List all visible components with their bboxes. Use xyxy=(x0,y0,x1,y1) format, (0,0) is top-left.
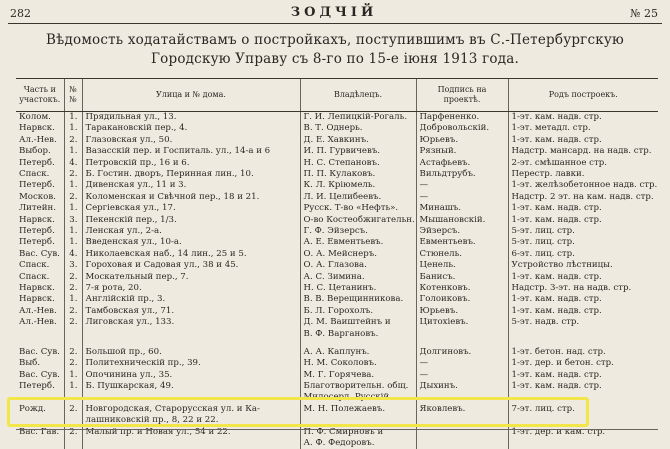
cell-part xyxy=(16,438,64,449)
cell-kind: 1-эт. дер. и кам. стр. xyxy=(508,427,658,438)
col-header-part: Часть и участокъ. xyxy=(16,79,64,112)
cell-sign: Ценель. xyxy=(416,260,508,271)
cell-sign: Минашъ. xyxy=(416,203,508,214)
table-row xyxy=(16,203,658,214)
cell-num: 2. xyxy=(64,358,82,369)
cell-street: Петровскій пр., 16 и 6. xyxy=(82,158,300,169)
table-row xyxy=(16,180,658,191)
cell-sign: — xyxy=(416,370,508,381)
cell-owner: К. Л. Кріюмель. xyxy=(300,180,416,191)
cell-owner: Б. Л. Горохолъ. xyxy=(300,306,416,317)
cell-part: Литейн. xyxy=(19,203,56,214)
col-header-kind: Родъ построекъ. xyxy=(508,79,658,112)
cell-num: 2. xyxy=(64,283,82,294)
cell-sign: Банисъ. xyxy=(416,271,508,282)
col-header-owner: Владѣлецъ. xyxy=(300,79,416,112)
cell-owner: Благотворительн. общ. xyxy=(300,381,416,392)
cell-sign: — xyxy=(416,358,508,369)
cell-kind: 5-эт. лиц. стр. xyxy=(508,237,658,248)
cell-sign xyxy=(416,438,508,449)
cell-part: Вас. Сув. xyxy=(19,248,60,259)
cell-kind: Перестр. лавки. xyxy=(508,169,658,180)
cell-owner: А. Е. Евментьевъ. xyxy=(300,237,416,248)
cell-num xyxy=(64,328,82,339)
cell-kind: 1-эт. дер. и бетон. стр. xyxy=(508,358,658,369)
cell-street: Сергіевская ул., 17. xyxy=(82,203,300,214)
cell-owner: Н. С. Степановъ. xyxy=(300,158,416,169)
cell-owner: Г. И. Лепицкій-Рогаль. xyxy=(300,112,416,124)
cell-num: 3. xyxy=(64,215,82,226)
cell-kind: 2-эт. смѣшанное стр. xyxy=(508,158,658,169)
cell-kind: 1-эт. бетон. над. стр. xyxy=(508,347,658,358)
cell-part xyxy=(16,328,64,339)
cell-sign: Яковлевъ. xyxy=(416,404,508,415)
cell-street: Опочинина ул., 35. xyxy=(82,370,300,381)
cell-part: Петерб. xyxy=(19,157,55,168)
cell-num xyxy=(64,340,82,347)
cell-num: 1. xyxy=(64,203,82,214)
page-number: 282 xyxy=(10,7,31,20)
table-row xyxy=(16,381,658,392)
cell-num: 2. xyxy=(64,192,82,203)
cell-sign: Цитохіевъ. xyxy=(416,317,508,328)
table-row xyxy=(16,135,658,146)
cell-part: Спаск. xyxy=(19,271,50,282)
cell-sign: Юрьевъ. xyxy=(416,306,508,317)
register-table xyxy=(16,78,658,449)
cell-street: Глазовская ул., 50. xyxy=(82,135,300,146)
cell-num: 2. xyxy=(64,317,82,328)
cell-num: 2. xyxy=(64,169,82,180)
cell-num: 1. xyxy=(64,123,82,134)
table-row xyxy=(16,260,658,271)
cell-street: Политехническій пр., 39. xyxy=(82,358,300,369)
cell-part: Спаск. xyxy=(19,260,50,271)
cell-owner: Милосерд. Русскій xyxy=(300,392,416,403)
cell-kind: 7-эт. лиц. стр. xyxy=(508,404,658,415)
cell-part: Ал.-Нев. xyxy=(19,317,57,328)
table-row xyxy=(16,123,658,134)
cell-kind: 1-эт. кам. надв. стр. xyxy=(508,381,658,392)
cell-kind: 6-эт. лиц. стр. xyxy=(508,249,658,260)
highlight-box xyxy=(7,397,589,427)
cell-num: 3. xyxy=(64,260,82,271)
cell-owner: Д. М. Ваиштейнъ и xyxy=(300,317,416,328)
cell-sign: Долгиновъ. xyxy=(416,347,508,358)
cell-num: 1. xyxy=(64,237,82,248)
table-row xyxy=(16,271,658,282)
table-row xyxy=(16,317,658,328)
cell-street: Гороховая и Садовая ул., 38 и 45. xyxy=(82,260,300,271)
cell-kind: 1-эт. кам. надв. стр. xyxy=(508,215,658,226)
cell-part: Петерб. xyxy=(19,180,55,191)
cell-owner: Г. Ф. Эйзерсъ. xyxy=(300,226,416,237)
cell-num: 1. xyxy=(64,146,82,157)
table-row xyxy=(16,306,658,317)
cell-sign xyxy=(416,340,508,347)
cell-kind: Устройство лѣстницы. xyxy=(508,260,658,271)
cell-street: Москательный пер., 7. xyxy=(82,271,300,282)
cell-street: Коломенская и Свѣчной пер., 18 и 21. xyxy=(82,192,300,203)
cell-sign: Мышановскій. xyxy=(416,215,508,226)
cell-sign: Рязный. xyxy=(416,146,508,157)
cell-sign: Добровольскій. xyxy=(416,123,508,134)
cell-owner: М. Г. Горячева. xyxy=(300,370,416,381)
journal-title: ЗОДЧІЙ xyxy=(290,5,378,20)
cell-sign: Эйзерсъ. xyxy=(416,226,508,237)
cell-owner: Д. Е. Хавкинъ. xyxy=(300,135,416,146)
cell-street xyxy=(82,328,300,339)
cell-part: Нарвск. xyxy=(19,294,55,305)
table-row xyxy=(16,169,658,180)
title-line-1: Вѣдомость ходатайствамъ о постройкахъ, поступившимъ въ С.-Петербургскую xyxy=(46,32,624,48)
cell-sign: — xyxy=(416,180,508,191)
cell-street: Ленская ул., 2-а. xyxy=(82,226,300,237)
table-row xyxy=(16,249,658,260)
table-row xyxy=(16,146,658,157)
cell-num: 1. xyxy=(64,381,82,392)
cell-owner: А. С. Зимина. xyxy=(300,271,416,282)
table-row xyxy=(16,340,658,347)
cell-street: 7-я рота, 20. xyxy=(82,283,300,294)
cell-num: 2. xyxy=(64,135,82,146)
cell-kind xyxy=(508,340,658,347)
cell-kind: 1-эт. метадл. стр. xyxy=(508,123,658,134)
cell-part: Выб. xyxy=(19,358,41,369)
cell-street: Тамбовская ул., 71. xyxy=(82,306,300,317)
cell-owner xyxy=(300,340,416,347)
cell-owner: М. Н. Полежаевъ. xyxy=(300,404,416,415)
cell-owner: О. А. Мейснеръ. xyxy=(300,249,416,260)
table-row xyxy=(16,215,658,226)
cell-owner: В. В. Верещинникова. xyxy=(300,294,416,305)
table-row xyxy=(16,358,658,369)
cell-kind: 1-эт. кам. надв. стр. xyxy=(508,203,658,214)
document-title xyxy=(10,31,660,69)
cell-sign: Евментьевъ. xyxy=(416,237,508,248)
cell-num: 2. xyxy=(64,347,82,358)
cell-num: 2. xyxy=(64,427,82,438)
cell-kind: Надстр. 2 эт. на кам. надв. стр. xyxy=(508,192,658,203)
cell-part: Вас. Сув. xyxy=(19,369,60,380)
cell-owner: О-во Костеобжигательн. xyxy=(300,215,416,226)
cell-sign: Голоиковъ. xyxy=(416,294,508,305)
cell-kind: Надстр. мансард. на надв. стр. xyxy=(508,146,658,157)
cell-street: Б. Пушкарская, 49. xyxy=(82,381,300,392)
cell-part: Вас. Гав. xyxy=(19,426,60,437)
cell-street: Таракановскій пер., 4. xyxy=(82,123,300,134)
cell-owner: П. П. Кулаковъ. xyxy=(300,169,416,180)
cell-kind: 1-эт. желѣзобетонное надв. стр. xyxy=(508,180,658,191)
cell-part: Москов. xyxy=(19,191,56,202)
cell-kind: 1-эт. кам. надв. стр. xyxy=(508,135,658,146)
cell-sign: Парфененко. xyxy=(416,112,508,124)
cell-part: Петерб. xyxy=(19,237,55,248)
cell-street: Дивенская ул., 11 и 3. xyxy=(82,180,300,191)
cell-num: 2. xyxy=(64,404,82,415)
cell-owner: В. Т. Однерь. xyxy=(300,123,416,134)
cell-kind: 1-эт. кам. надв. стр. xyxy=(508,294,658,305)
cell-sign: Астафьевъ. xyxy=(416,158,508,169)
cell-kind: 1-эт. кам. надв. стр. xyxy=(508,370,658,381)
cell-kind: 1-эт. кам. надв. стр. xyxy=(508,306,658,317)
cell-num: 1. xyxy=(64,294,82,305)
cell-sign: Стюнель. xyxy=(416,249,508,260)
cell-street: Новгородская, Старорусская ул. и Ка- xyxy=(82,404,300,415)
cell-part: Колом. xyxy=(19,112,51,123)
cell-street: Б. Гостин. дворъ, Перинная лин., 10. xyxy=(82,169,300,180)
col-header-sign: Подпись на проектѣ. xyxy=(416,79,508,112)
table-row xyxy=(16,294,658,305)
cell-owner: И. П. Гурвичевъ. xyxy=(300,146,416,157)
cell-part: Ал.-Нев. xyxy=(19,134,57,145)
cell-part: Нарвск. xyxy=(19,214,55,225)
cell-kind xyxy=(508,328,658,339)
cell-part: Нарвск. xyxy=(19,282,55,293)
cell-part: Вас. Сув. xyxy=(19,346,60,357)
cell-owner: В. Ф. Варгановъ. xyxy=(300,328,416,339)
cell-num: 4. xyxy=(64,158,82,169)
cell-owner: Л. И. Целибеевъ. xyxy=(300,192,416,203)
col-header-num: № № xyxy=(64,79,82,112)
cell-num: 2. xyxy=(64,271,82,282)
cell-num: 4. xyxy=(64,249,82,260)
cell-street xyxy=(82,438,300,449)
cell-sign: Вильдтрубъ. xyxy=(416,169,508,180)
cell-sign: Юрьевъ. xyxy=(416,135,508,146)
cell-owner: А. А. Каплунъ. xyxy=(300,347,416,358)
cell-owner: А. Ф. Федоровъ. xyxy=(300,438,416,449)
header-rule xyxy=(8,23,662,24)
cell-owner: О. А. Глазова. xyxy=(300,260,416,271)
table-row xyxy=(16,237,658,248)
cell-num: 1. xyxy=(64,370,82,381)
cell-owner: Русск. Т-во «Нефть». xyxy=(300,203,416,214)
cell-num: 2. xyxy=(64,306,82,317)
cell-part: Спаск. xyxy=(19,169,50,180)
cell-street: Лиговская ул., 133. xyxy=(82,317,300,328)
cell-sign: Котенковъ. xyxy=(416,283,508,294)
issue-number: № 25 xyxy=(630,7,658,20)
cell-num: 1. xyxy=(64,112,82,124)
cell-part: Петерб. xyxy=(19,226,55,236)
cell-kind: 5-эт. надв. стр. xyxy=(508,317,658,328)
cell-kind xyxy=(508,438,658,449)
row-rule xyxy=(16,429,658,430)
table-row xyxy=(16,347,658,358)
table-row xyxy=(16,370,658,381)
cell-part: Нарвск. xyxy=(19,123,55,134)
cell-kind: 1-эт. кам. надв. стр. xyxy=(508,112,658,124)
table-row xyxy=(16,112,658,124)
table-row xyxy=(16,158,658,169)
cell-num: 1. xyxy=(64,226,82,237)
cell-part: Выбор. xyxy=(19,146,51,157)
cell-street: Пекенскій пер., 1/3. xyxy=(82,215,300,226)
table-row xyxy=(16,192,658,203)
page-header xyxy=(6,5,662,21)
cell-owner: П. Ф. Смирновъ и xyxy=(300,427,416,438)
cell-num: 1. xyxy=(64,180,82,191)
cell-part xyxy=(16,340,64,347)
cell-street: Николаевская наб., 14 лин., 25 и 5. xyxy=(82,249,300,260)
table-row xyxy=(16,438,658,449)
cell-kind: Надстр. 3-эт. на надв. стр. xyxy=(508,283,658,294)
table-row xyxy=(16,283,658,294)
cell-kind: 1-эт. кам. надв. стр. xyxy=(508,271,658,282)
cell-part: Рожд. xyxy=(19,403,46,414)
cell-sign: — xyxy=(416,192,508,203)
cell-street: Вазасскій пер. и Госпиталь. ул., 14-а и 6 xyxy=(82,146,300,157)
cell-part: Ал.-Нев. xyxy=(19,305,57,316)
cell-part: Петерб. xyxy=(19,381,55,392)
table-row xyxy=(16,226,658,237)
cell-street: Малый пр. и Новая ул., 54 и 22. xyxy=(82,427,300,438)
cell-owner: Н. М. Соколовъ. xyxy=(300,358,416,369)
cell-sign xyxy=(416,328,508,339)
table-header-row xyxy=(16,79,658,112)
cell-street: лашниковскій пр., 8, 22 и 22. xyxy=(82,415,300,426)
cell-num xyxy=(64,438,82,449)
cell-owner: Н. С. Цетанинъ. xyxy=(300,283,416,294)
cell-street xyxy=(82,340,300,347)
cell-street: Англійскій пр., 3. xyxy=(82,294,300,305)
cell-kind: 5-эт. лиц. стр. xyxy=(508,226,658,237)
cell-sign: Дыхинъ. xyxy=(416,381,508,392)
col-header-street: Улица и № дома. xyxy=(82,79,300,112)
table-row xyxy=(16,328,658,339)
title-line-2: Городскую Управу съ 8-го по 15-е іюня 1913 года. xyxy=(151,51,519,67)
cell-street: Прядильная ул., 13. xyxy=(82,112,300,124)
cell-street: Большой пр., 60. xyxy=(82,347,300,358)
cell-street: Введенская ул., 10-а. xyxy=(82,237,300,248)
